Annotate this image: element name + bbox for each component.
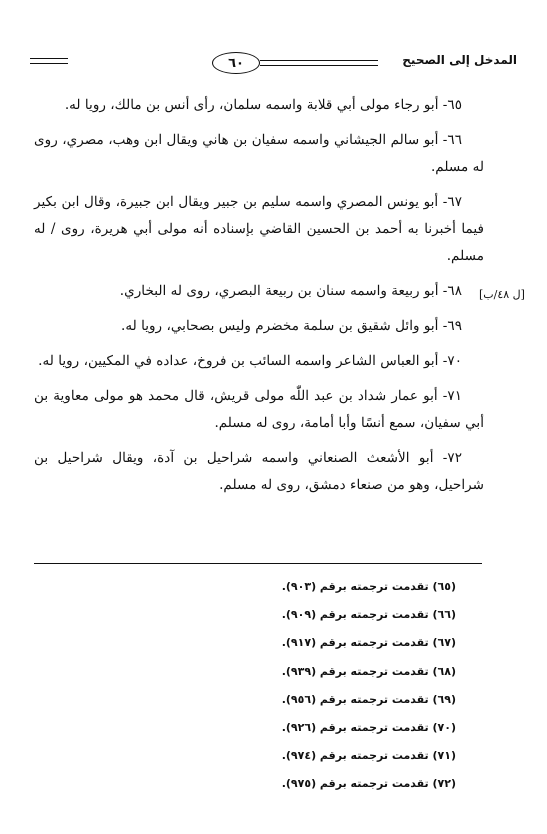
header-rule-left-bottom [30,63,68,64]
footnote-separator [34,563,482,564]
entry-68: ٦٨- أبو ربيعة واسمه سنان بن ربيعة البصري، روى له البخاري. [119,283,462,299]
footnote-71: (٧١) تقدمت ترجمته برقم (٩٧٤). [281,749,456,763]
footnote-70: (٧٠) تقدمت ترجمته برقم (٩٢٦). [281,721,456,735]
entry-71: ٧١- أبو عمار شداد بن عبد اللّٰه مولى قريش، قال محمد هو مولى معاوية بن أبي سفيان، سمع أنسًا وأبا أمامة، روى له مسلم. [34,388,484,431]
footnote-67: (٦٧) تقدمت ترجمته برقم (٩١٧). [281,636,456,650]
header-rule-middle-bottom [260,65,378,66]
header-rule-left-top [30,58,68,59]
entry-67: ٦٧- أبو يونس المصري واسمه سليم بن جبير ويقال ابن جبيرة، وقال ابن بكير فيما أخبرنا به أحمد بن الحسين القاضي بإسناده أنه مولى أبي هريرة، روى / له مسلم. [34,194,484,264]
footnotes [34,573,482,799]
entry-70: ٧٠- أبو العباس الشاعر واسمه السائب بن فروخ، عداده في المكيين، رويا له. [38,353,462,369]
footnote-65: (٦٥) تقدمت ترجمته برقم (٩٠٣). [281,580,456,593]
entry-65: ٦٥- أبو رجاء مولى أبي قلابة واسمه سلمان، رأى أنس بن مالك، رويا له. [64,97,462,113]
footnote-66: (٦٦) تقدمت ترجمته برقم (٩٠٩). [281,608,456,622]
footnote-69: (٦٩) تقدمت ترجمته برقم (٩٥٦). [281,692,456,706]
running-title: المدخل إلى الصحيح [402,53,517,67]
entry-66: ٦٦- أبو سالم الجيشاني واسمه سفيان بن هاني ويقال ابن وهب، مصري، روى له مسلم. [34,132,484,175]
footnote-72: (٧٢) تقدمت ترجمته برقم (٩٧٥). [281,777,456,791]
main-text [34,92,484,507]
header-rule-middle-top [260,60,378,61]
entry-72: ٧٢- أبو الأشعث الصنعاني واسمه شراحيل بن آدة، ويقال شراحيل بن شراحيل، وهو من صنعاء دمشق، روى له مسلم. [34,450,484,493]
page-header [30,50,517,80]
footnote-68: (٦٨) تقدمت ترجمته برقم (٩٣٩). [281,664,456,678]
manuscript-margin-note: [ل ٤٨/ب] [479,288,525,301]
entry-69: ٦٩- أبو وائل شقيق بن سلمة مخضرم وليس بصحابي، رويا له. [121,318,462,334]
page-number: ٦٠ [212,52,260,74]
